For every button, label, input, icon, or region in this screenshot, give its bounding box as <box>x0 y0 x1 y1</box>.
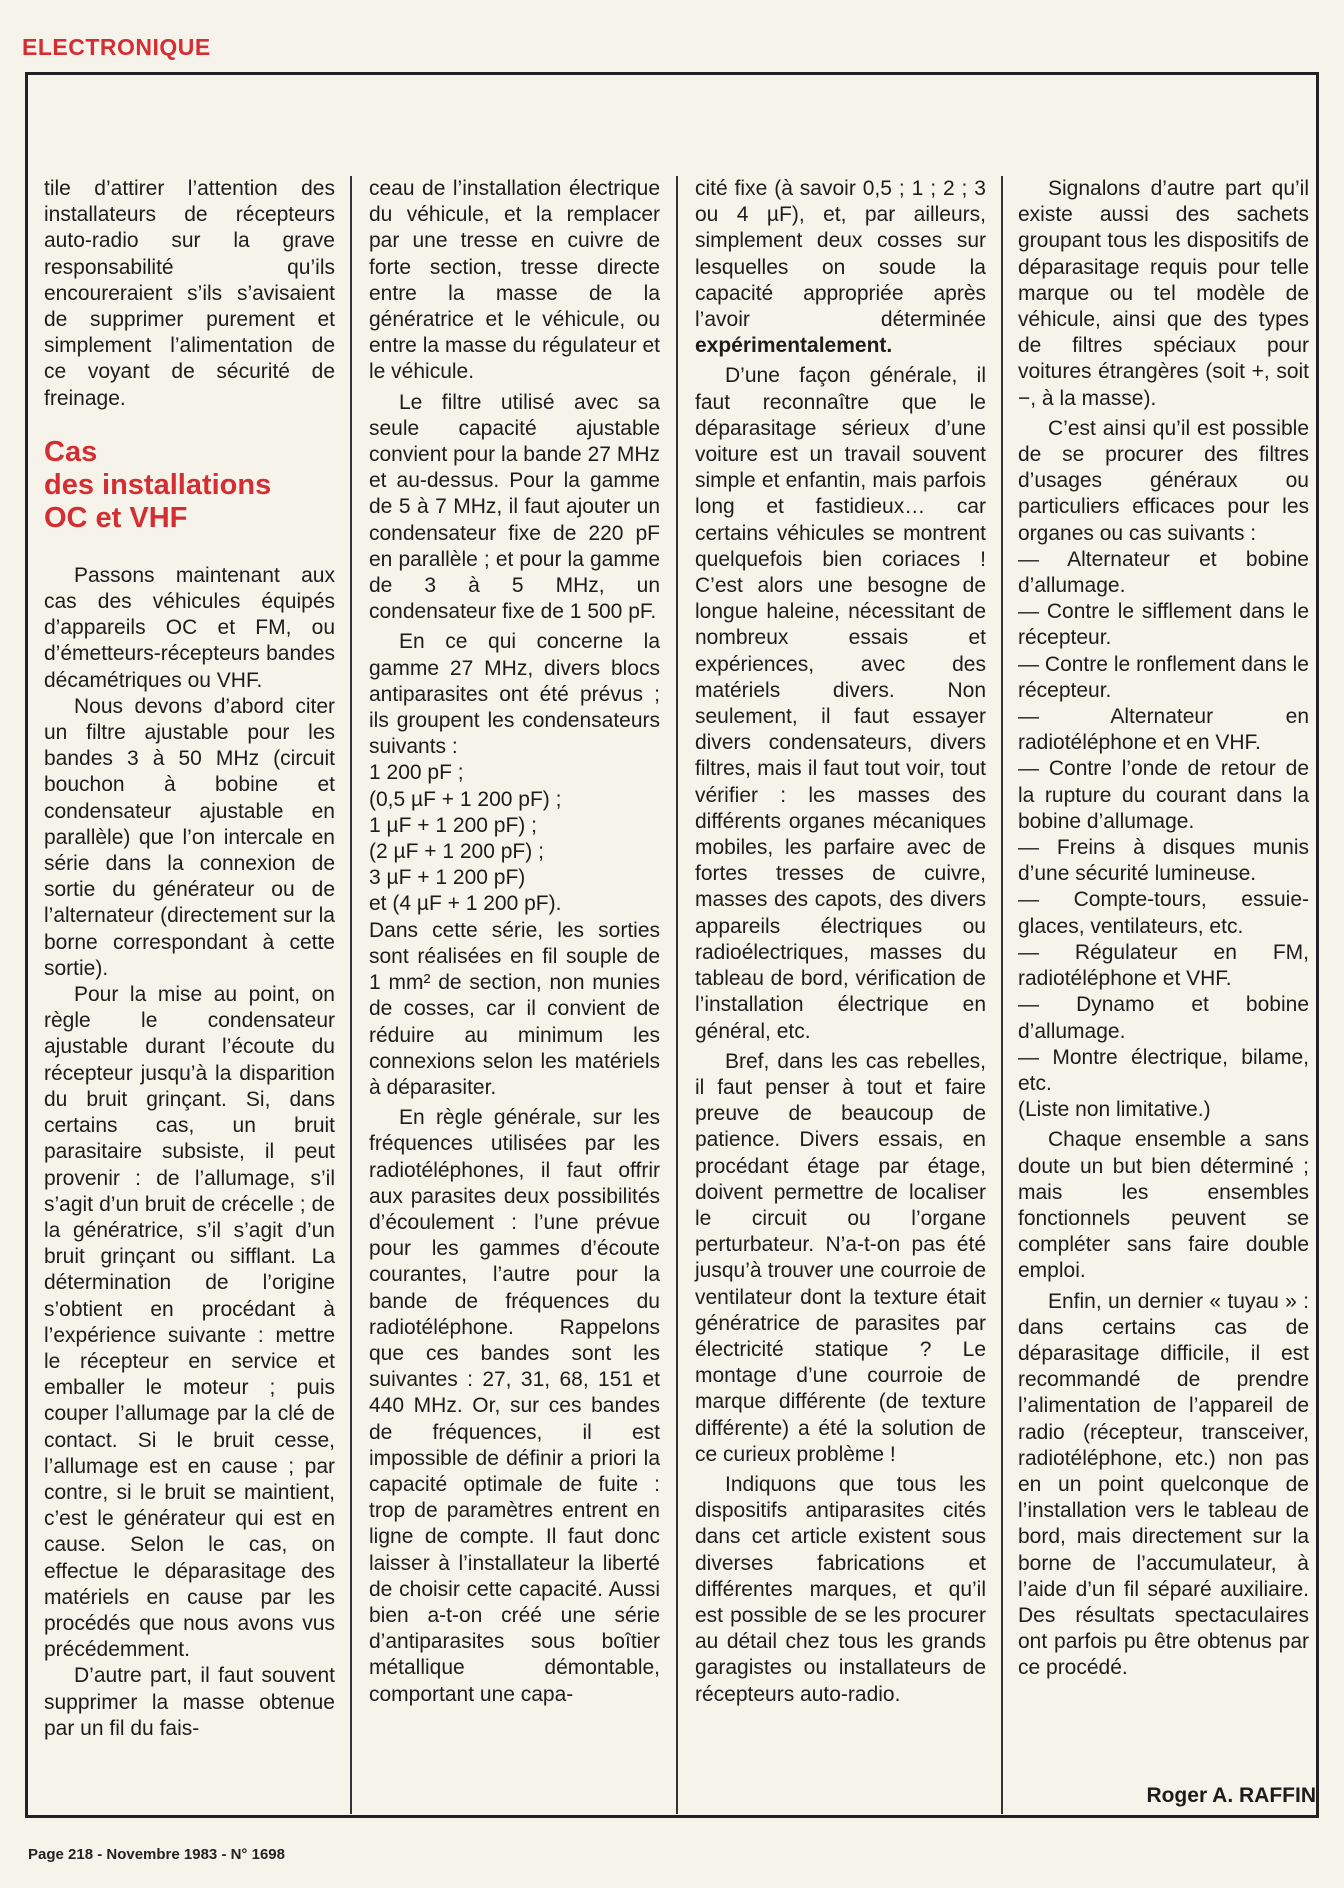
paragraph-text: cité fixe (à savoir 0,5 ; 1 ; 2 ; 3 ou 4 µF), et, par ailleurs, simplement deux cosses sur lesquelles on soude la capacité appropriée après l’avoir déterminée <box>695 177 986 332</box>
paragraph: Pour la mise au point, on règle le condensateur ajustable durant l’écoute du récepteur jusqu’à la disparition du bruit grinçant. Si, dans certains cas, un bruit parasitaire subsiste, il peut provenir : de l’allumage, s’il s’agit d’un bruit de crécelle ; de la génératrice, s’il s’agit d’un bruit grinçant ou sifflant. La détermination de l’origine s’obtient en procédant à l’expérience suivante : mettre le récepteur en service et emballer le moteur ; puis couper l’allumage par la clé de contact. Si le bruit cesse, l’allumage est en cause ; par contre, si le bruit se maintient, c’est le générateur qui est en cause. Selon le cas, on effectue le déparasitage des matériels en cause par les procédés que nous avons vus précédemment. <box>44 983 335 1662</box>
article-column-4 <box>1018 176 1309 1682</box>
list-item: 1 200 pF ; <box>369 761 464 785</box>
list-item: — Contre le ronflement dans le récepteur. <box>1018 652 1309 702</box>
paragraph: En règle générale, sur les fréquences utilisées par les radiotéléphones, il faut offrir aux parasites deux possibilités d’écoulement : l’une prévue pour les gammes d’écoute courantes, l’autre pour la bande de fréquences du radiotéléphone. Rappelons que ces bandes sont les suivantes : 27, 31, 68, 151 et 440 MHz. Or, sur ces bandes de fréquences, il est impossible de définir a priori la capacité optimale de fuite : trop de paramètres entrent en ligne de compte. Il faut donc laisser à l’installateur la liberté de choisir cette capacité. Aussi bien a-t-on créé une série d’antiparasites sous boîtier métallique démontable, comportant une capa- <box>369 1106 660 1706</box>
paragraph: Dans cette série, les sorties sont réalisées en fil souple de 1 mm² de section, non munies de cosses, car il convient de réduire au minimum les connexions selon les matériels à déparasiter. <box>369 918 660 1099</box>
paragraph: Signalons d’autre part qu’il existe aussi des sachets groupant tous les dispositifs de déparasitage requis pour telle marque ou tel modèle de véhicule, ainsi que des types de filtres spéciaux pour voitures étrangères (soit +, soit −, à la masse). <box>1018 177 1309 410</box>
list-item: — Montre électrique, bilame, etc. <box>1018 1045 1309 1095</box>
heading-line: des installations <box>44 468 272 501</box>
paragraph <box>695 176 986 359</box>
paragraph: Indiquons que tous les dispositifs antiparasites cités dans cet article existent sous diverses fabrications et différentes marques, et qu’il est possible de se les procurer au détail chez tous les grands garagistes ou installateurs de récepteurs auto-radio. <box>695 1472 986 1706</box>
list-item: — Dynamo et bobine d’allumage. <box>1018 993 1309 1043</box>
paragraph: Nous devons d’abord citer un filtre ajustable pour les bandes 3 à 50 MHz (circuit bouchon à bobine et condensateur ajustable en parallèle) que l’on intercale en série dans la connexion de sortie du générateur ou de l’alternateur (directement sur la borne correspondant à cette sortie). <box>44 694 335 980</box>
paragraph: Le filtre utilisé avec sa seule capacité ajustable convient pour la bande 27 MHz et au-dessus. Pour la gamme de 5 à 7 MHz, il faut ajouter un condensateur fixe de 220 pF en parallèle ; et pour la gamme de 3 à 5 MHz, un condensateur fixe de 1 500 pF. <box>369 390 660 624</box>
list-item: 3 µF + 1 200 pF) <box>369 866 526 890</box>
heading-line: OC et VHF <box>44 501 188 534</box>
list-item: (2 µF + 1 200 pF) ; <box>369 840 544 864</box>
column-divider <box>1001 176 1003 1814</box>
list-item: — Alternateur en radiotéléphone et en VHF. <box>1018 705 1309 755</box>
list-item: (0,5 µF + 1 200 pF) ; <box>369 787 562 811</box>
section-title: ELECTRONIQUE <box>22 34 211 60</box>
list-item: — Contre l’onde de retour de la rupture du courant dans la bobine d’allumage. <box>1018 757 1309 833</box>
article-column-1 <box>44 176 335 1742</box>
paragraph: Bref, dans les cas rebelles, il faut penser à tout et faire preuve de beaucoup de patience. Divers essais, en procédant étage par étage, doivent permettre de localiser le circuit ou l’organe perturbateur. N’a-t-on pas été jusqu’à trouver une courroie de ventilateur dont la texture était génératrice de parasites par électricité statique ? Le montage d’une courroie de marque différente (de texture différente) a été la solution de ce curieux problème ! <box>695 1049 986 1466</box>
list-item: 1 µF + 1 200 pF) ; <box>369 813 537 837</box>
list-item: — Compte-tours, essuie-glaces, ventilateurs, etc. <box>1018 888 1309 938</box>
list-item: — Régulateur en FM, radiotéléphone et VHF. <box>1018 940 1309 991</box>
section-heading <box>44 436 335 535</box>
list-item: — Freins à disques munis d’une sécurité lumineuse. <box>1018 836 1309 886</box>
list-note: (Liste non limitative.) <box>1018 1098 1211 1122</box>
paragraph: D’autre part, il faut souvent supprimer la masse obtenue par un fil du fais- <box>44 1664 335 1740</box>
column-divider <box>676 176 678 1814</box>
paragraph: tile d’attirer l’attention des installateurs de récepteurs auto-radio sur la grave responsabilité qu’ils encoureraient s’ils s’avisaient de supprimer purement et simplement l’alimentation de ce voyant de sécurité de freinage. <box>44 177 335 410</box>
list-item: et (4 µF + 1 200 pF). <box>369 892 562 916</box>
paragraph: Chaque ensemble a sans doute un but bien déterminé ; mais les ensembles fonctionnels peuvent se compléter sans faire double emploi. <box>1018 1128 1309 1283</box>
column-divider <box>350 176 352 1814</box>
author-signature: Roger A. RAFFIN <box>1146 1784 1316 1807</box>
article-column-3 <box>695 176 986 1708</box>
paragraph: En ce qui concerne la gamme 27 MHz, divers blocs antiparasites ont été prévus ; ils groupent les condensateurs suivants : <box>369 630 660 759</box>
paragraph: ceau de l’installation électrique du véhicule, et la remplacer par une tresse en cuivre de forte section, tresse directe entre la masse de la génératrice et le véhicule, ou entre la masse du régulateur et le véhicule. <box>369 177 660 384</box>
list-item: — Alternateur et bobine d’allumage. <box>1018 547 1309 598</box>
emphasis-text: expérimentalement. <box>695 334 893 358</box>
paragraph: D’une façon générale, il faut reconnaître que le déparasitage sérieux d’une voiture est un travail souvent simple et enfantin, mais parfois long et fastidieux… car certains véhicules se montrent quelquefois bien coriaces ! C’est alors une besogne de longue haleine, nécessitant de nombreux essais et expériences, avec des matériels divers. Non seulement, il faut essayer divers condensateurs, divers filtres, mais il faut tout voir, tout vérifier : les masses des différents organes mécaniques mobiles, les parfaire avec de fortes tresses de cuivre, masses des capots, des divers appareils électriques ou radioélectriques, masses du tableau de bord, vérification de l’installation électrique en général, etc. <box>695 364 986 1043</box>
paragraph: C’est ainsi qu’il est possible de se procurer des filtres d’usages généraux ou particuliers efficaces pour les organes ou cas suivants : <box>1018 416 1309 545</box>
article-column-2 <box>369 176 660 1708</box>
page-footer: Page 218 - Novembre 1983 - N° 1698 <box>28 1846 285 1863</box>
paragraph: Passons maintenant aux cas des véhicules équipés d’appareils OC et FM, ou d’émetteurs-récepteurs bandes décamétriques ou VHF. <box>44 563 335 692</box>
paragraph: Enfin, un dernier « tuyau » : dans certains cas de déparasitage difficile, il est recommandé de prendre l’alimentation de l’appareil de radio (récepteur, transceiver, radiotéléphone, etc.) non pas en un point quelconque de l’installation vers le tableau de bord, mais directement sur la borne de l’accumulateur, à l’aide d’un fil séparé auxiliaire. Des résultats spectaculaires ont parfois pu être obtenus par ce procédé. <box>1018 1289 1309 1680</box>
heading-line: Cas <box>44 435 98 468</box>
list-item: — Contre le sifflement dans le récepteur. <box>1018 600 1309 650</box>
